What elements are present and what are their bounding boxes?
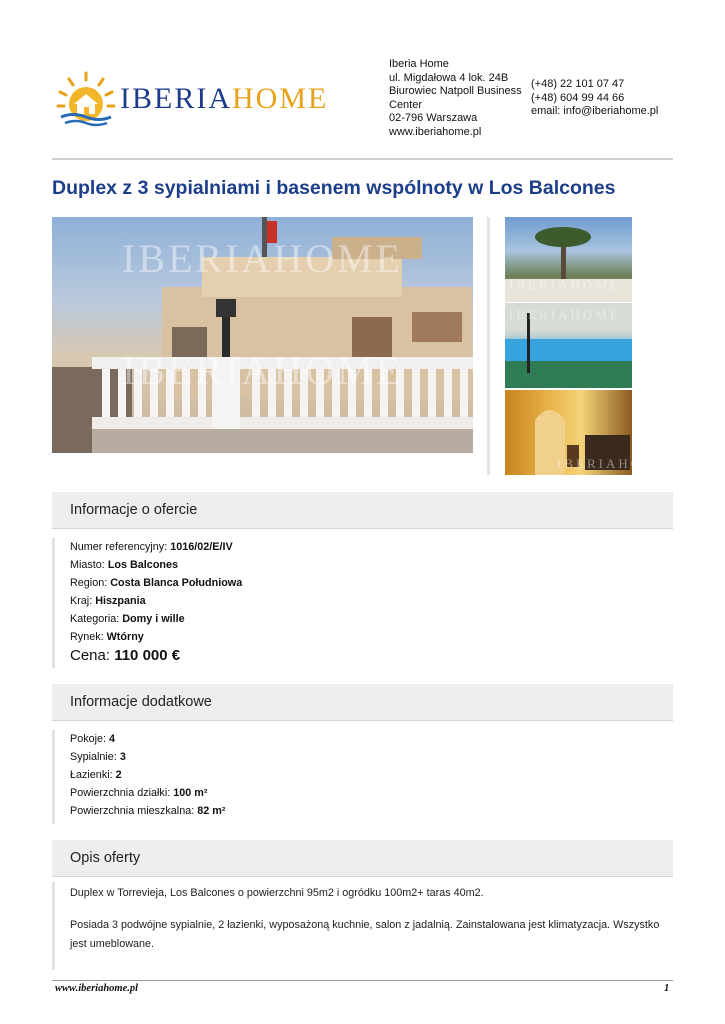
- phone-2[interactable]: (+48) 604 99 44 66: [531, 91, 625, 104]
- row-label: Region:: [70, 577, 111, 589]
- row-value: 100 m²: [173, 787, 208, 799]
- address-line: Biurowiec Natpoll Business Center: [389, 85, 522, 111]
- row-label: Kraj:: [70, 595, 96, 607]
- extra-info-heading: Informacje dodatkowe: [70, 694, 212, 710]
- price-value: 110 000 €: [114, 647, 181, 664]
- extra-row-bathrooms: [70, 769, 122, 781]
- row-label: Miasto:: [70, 559, 108, 571]
- row-label: Łazienki:: [70, 769, 116, 781]
- listing-title: Duplex z 3 sypialniami i basenem wspólnoty w Los Balcones: [52, 177, 616, 199]
- row-value: Hiszpania: [95, 595, 146, 607]
- company-address: [389, 58, 529, 139]
- photo-watermark: IBERIAHOME: [122, 348, 404, 393]
- extra-info-body: [52, 730, 675, 824]
- offer-info-heading: Informacje o ofercie: [70, 502, 198, 518]
- extra-row-rooms: [70, 733, 115, 745]
- offer-row-category: [70, 613, 185, 625]
- sun-house-logo-icon: [55, 70, 117, 126]
- description-paragraph-2: Posiada 3 podwójne sypialnie, 2 łazienki, wyposażoną kuchnie, salon z jadalnią. Zainstalowana jest klimatyzacja. Wszystko jest umeblowane.: [70, 919, 660, 950]
- thumbnail-pool[interactable]: [505, 303, 632, 388]
- company-logo: [55, 70, 355, 126]
- row-value: Wtórny: [106, 631, 144, 643]
- photo-watermark: IBERIAHOME: [557, 456, 669, 471]
- description-heading: Opis oferty: [70, 850, 141, 866]
- price-label: Cena:: [70, 647, 115, 664]
- website-link[interactable]: www.iberiahome.pl: [389, 125, 482, 138]
- description-paragraph-1: Duplex w Torrevieja, Los Balcones o powierzchni 95m2 i ogródku 100m2+ taras 40m2.: [70, 887, 484, 899]
- photo-watermark: IBERIAHOME: [122, 236, 404, 281]
- main-photo[interactable]: [52, 217, 473, 453]
- thumbnail-garden[interactable]: [505, 217, 632, 302]
- offer-info-header: [52, 492, 673, 529]
- photo-watermark: IBERIAHOME: [509, 277, 621, 292]
- address-line: 02-796 Warszawa: [389, 112, 478, 124]
- logo-iberia: IBERIA: [120, 82, 232, 115]
- address-line: Iberia Home: [389, 58, 449, 70]
- phone-1[interactable]: (+48) 22 101 07 47: [531, 78, 625, 90]
- footer-divider: [52, 980, 673, 981]
- row-label: Pokoje:: [70, 733, 110, 745]
- description-body: [52, 882, 675, 970]
- row-value: 1016/02/E/IV: [170, 541, 233, 553]
- email[interactable]: email: info@iberiahome.pl: [531, 105, 659, 117]
- offer-row-city: [70, 559, 178, 571]
- header-divider: [52, 158, 673, 160]
- row-value: Costa Blanca Południowa: [110, 577, 243, 589]
- row-label: Rynek:: [70, 631, 107, 643]
- row-label: Numer referencyjny:: [70, 541, 171, 553]
- extra-info-header: [52, 684, 673, 721]
- extra-row-plot-area: [70, 787, 207, 799]
- address-line: ul. Migdałowa 4 lok. 24B: [389, 71, 509, 84]
- description-header: [52, 840, 673, 877]
- row-value: 4: [109, 733, 116, 745]
- extra-row-bedrooms: [70, 751, 126, 763]
- offer-row-country: [70, 595, 146, 607]
- row-value: 2: [115, 769, 122, 781]
- photo-watermark: IBERIAHOME: [509, 307, 621, 322]
- row-label: Kategoria:: [70, 613, 123, 625]
- extra-row-living-area: [70, 805, 225, 817]
- row-value: Domy i wille: [122, 613, 185, 625]
- row-value: 82 m²: [197, 805, 226, 817]
- offer-row-reference: [70, 541, 233, 553]
- row-value: Los Balcones: [107, 559, 179, 571]
- logo-wordmark: [120, 82, 328, 116]
- company-contact: [531, 78, 681, 119]
- thumbnail-interior[interactable]: [505, 390, 669, 475]
- logo-home: HOME: [232, 82, 329, 115]
- offer-row-region: [70, 577, 242, 589]
- footer-url[interactable]: www.iberiahome.pl: [55, 983, 139, 994]
- offer-row-market: [70, 631, 144, 643]
- offer-info-body: [52, 538, 675, 668]
- thumbnail-divider: [487, 217, 490, 475]
- row-value: 3: [119, 751, 126, 763]
- row-label: Powierzchnia mieszkalna:: [70, 805, 198, 817]
- row-label: Powierzchnia działki:: [70, 787, 174, 799]
- row-label: Sypialnie:: [70, 751, 120, 763]
- price: [70, 647, 180, 664]
- page-number: 1: [664, 983, 670, 994]
